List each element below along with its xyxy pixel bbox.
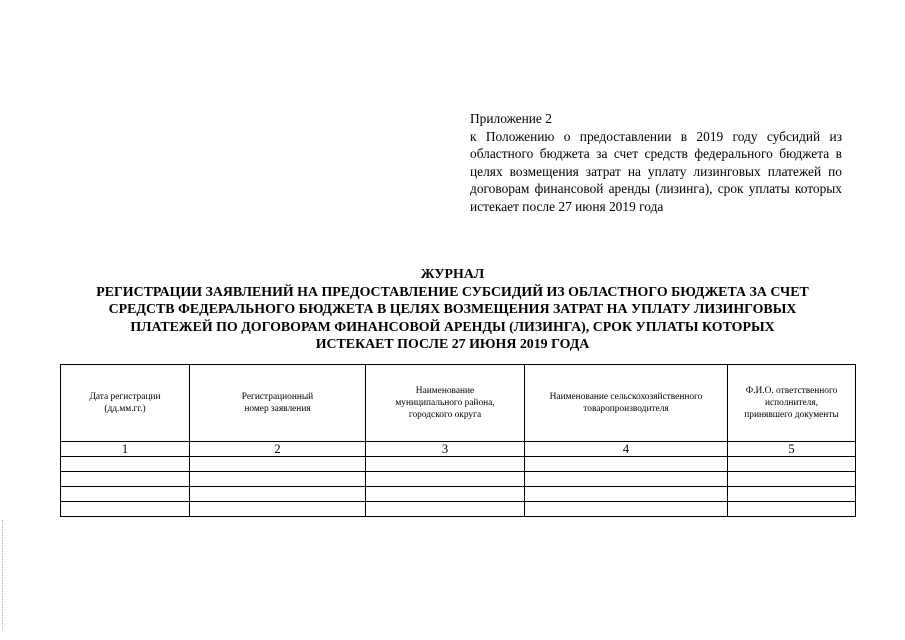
registration-table — [60, 364, 856, 517]
empty-cell — [728, 472, 856, 487]
header-registration-date: Дата регистрации (дд.мм.гг.) — [61, 365, 190, 442]
column-number: 5 — [728, 442, 856, 457]
empty-cell — [190, 472, 366, 487]
empty-cell — [366, 487, 525, 502]
appendix-heading: Приложение 2 — [470, 111, 552, 126]
journal-title-line: ИСТЕКАЕТ ПОСЛЕ 27 ИЮНЯ 2019 ГОДА — [315, 337, 590, 353]
column-number: 1 — [61, 442, 190, 457]
journal-title-line: СРЕДСТВ ФЕДЕРАЛЬНОГО БЮДЖЕТА В ЦЕЛЯХ ВОЗМЕЩЕНИЯ ЗАТРАТ НА УПЛАТУ ЛИЗИНГОВЫХ — [108, 302, 797, 318]
column-number: 4 — [525, 442, 728, 457]
column-number: 2 — [190, 442, 366, 457]
empty-cell — [728, 487, 856, 502]
appendix-block — [470, 110, 842, 216]
empty-cell — [366, 502, 525, 517]
scan-edge-marks — [2, 520, 5, 630]
empty-cell — [61, 472, 190, 487]
empty-cell — [728, 502, 856, 517]
table-header-row — [61, 365, 856, 442]
journal-title-line: ПЛАТЕЖЕЙ ПО ДОГОВОРАМ ФИНАНСОВОЙ АРЕНДЫ (ЛИЗИНГА), СРОК УПЛАТЫ КОТОРЫХ — [130, 319, 775, 335]
journal-title — [50, 266, 855, 354]
empty-cell — [190, 487, 366, 502]
table-number-row — [61, 442, 856, 457]
empty-cell — [525, 457, 728, 472]
empty-cell — [366, 472, 525, 487]
header-responsible-person: Ф.И.О. ответственного исполнителя, принявшего документы — [728, 365, 856, 442]
header-municipality: Наименование муниципального района, городского округа — [366, 365, 525, 442]
empty-cell — [61, 502, 190, 517]
column-number: 3 — [366, 442, 525, 457]
table-row — [61, 457, 856, 472]
empty-cell — [190, 457, 366, 472]
table-row — [61, 472, 856, 487]
empty-cell — [366, 457, 525, 472]
empty-cell — [525, 502, 728, 517]
table-row — [61, 502, 856, 517]
appendix-text: к Положению о предоставлении в 2019 году субсидий из областного бюджета за счет средств федерального бюджета в целях возмещения затрат на уплату лизинговых платежей по договорам финансовой аренды (лизинга), срок уплаты которых истекает после 27 июня 2019 года — [470, 128, 842, 214]
empty-cell — [61, 487, 190, 502]
empty-cell — [525, 472, 728, 487]
journal-title-main: ЖУРНАЛ — [420, 267, 485, 282]
empty-cell — [61, 457, 190, 472]
table-row — [61, 487, 856, 502]
header-producer: Наименование сельскохозяйственного товаропроизводителя — [525, 365, 728, 442]
empty-cell — [728, 457, 856, 472]
empty-cell — [190, 502, 366, 517]
header-registration-number: Регистрационный номер заявления — [190, 365, 366, 442]
journal-title-line: РЕГИСТРАЦИИ ЗАЯВЛЕНИЙ НА ПРЕДОСТАВЛЕНИЕ СУБСИДИЙ ИЗ ОБЛАСТНОГО БЮДЖЕТА ЗА СЧЕТ — [96, 284, 809, 300]
empty-cell — [525, 487, 728, 502]
